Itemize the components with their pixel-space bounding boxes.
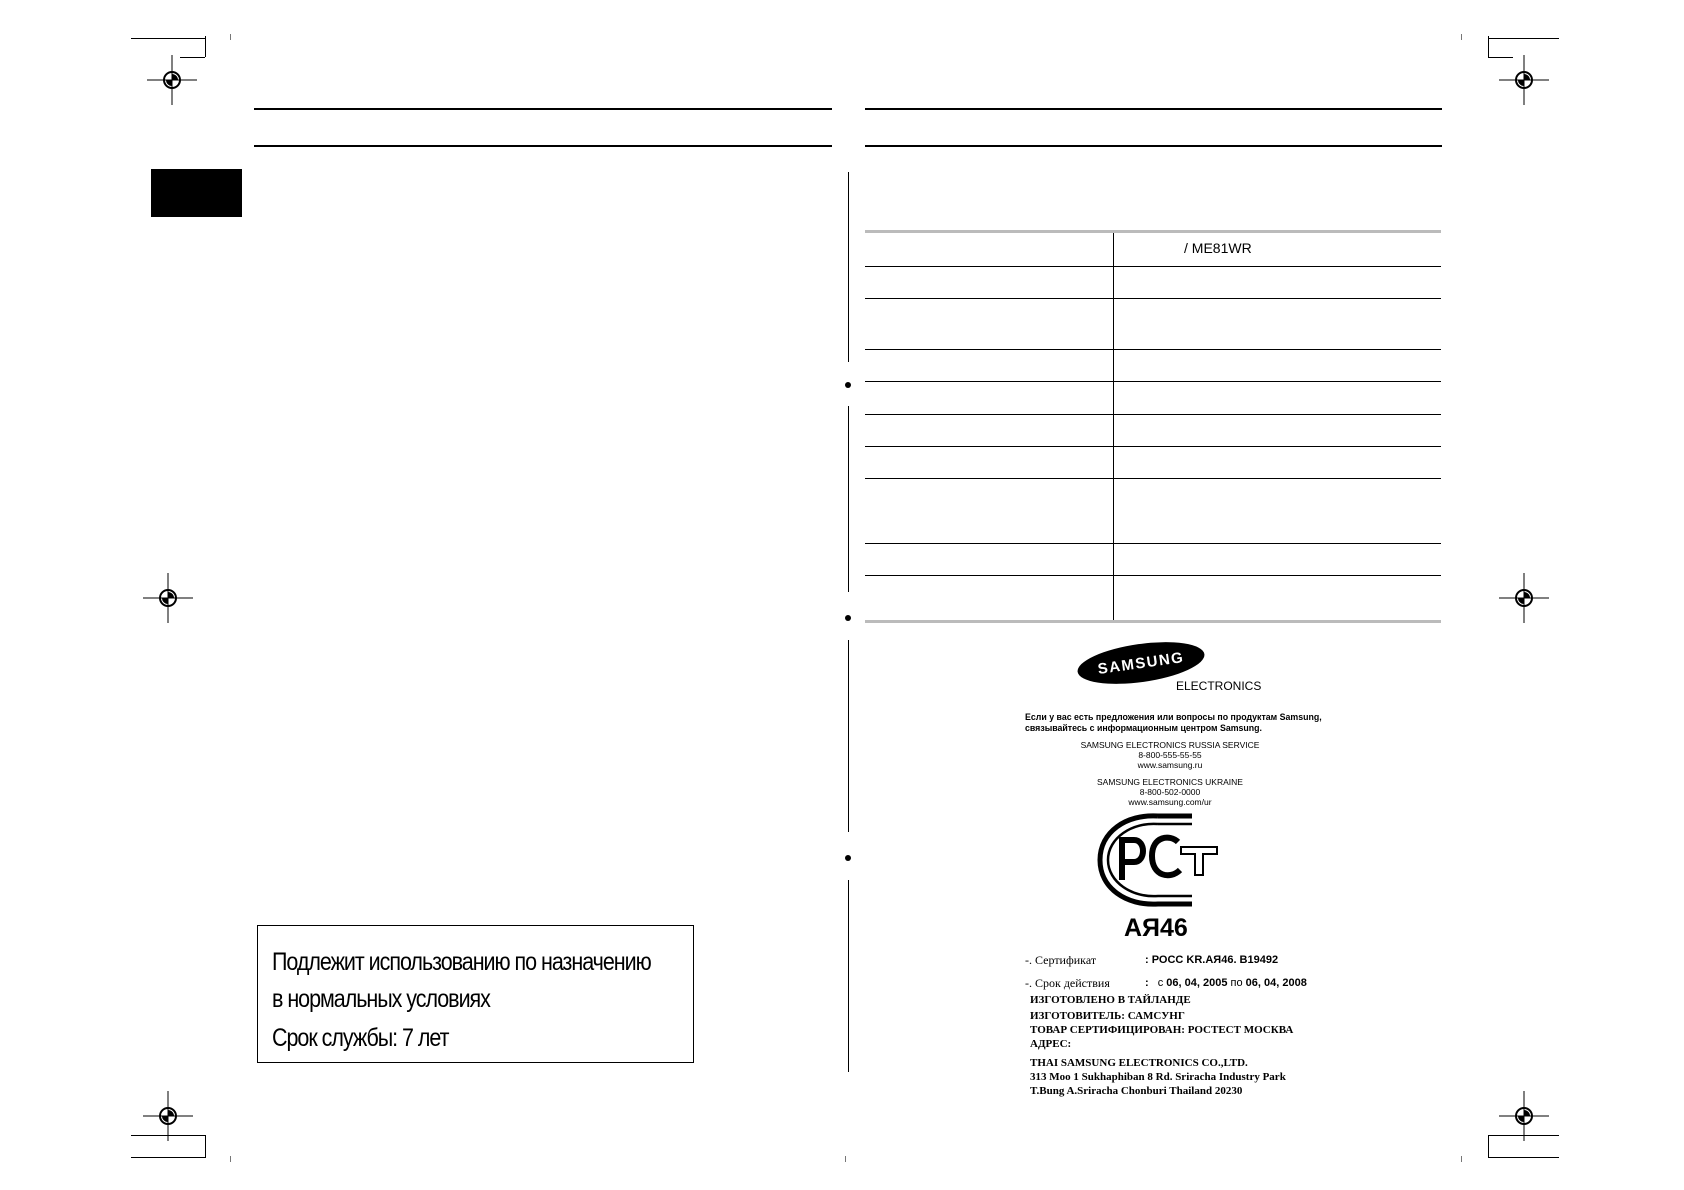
crosshair-target-icon — [147, 55, 197, 105]
address-line-1: 313 Moo 1 Sukhaphiban 8 Rd. Sriracha Industry Park — [1030, 1071, 1286, 1083]
crop-mark — [131, 1157, 205, 1158]
crop-mark — [1488, 38, 1559, 39]
crop-mark — [1488, 36, 1489, 57]
trim-tick — [230, 34, 231, 40]
fold-line — [848, 880, 849, 1072]
crop-mark — [1488, 1157, 1559, 1158]
language-tab — [151, 169, 242, 217]
russia-service-name: SAMSUNG ELECTRONICS RUSSIA SERVICE — [1080, 740, 1260, 750]
crop-mark — [1488, 1135, 1489, 1158]
crosshair-target-icon — [1499, 1091, 1549, 1141]
made-in: ИЗГОТОВЛЕНО В ТАЙЛАНДЕ — [1030, 994, 1191, 1006]
service-life-notice — [257, 925, 694, 1063]
contact-intro-line2: связывайтесь с информационным центром Samsung. — [1025, 723, 1263, 733]
fold-dot — [845, 382, 851, 388]
ukraine-service-name: SAMSUNG ELECTRONICS UKRAINE — [1097, 777, 1243, 787]
fold-line — [848, 406, 849, 592]
manufacturer-name: ИЗГОТОВИТЕЛЬ: САМСУНГ — [1030, 1010, 1185, 1022]
certified-by: ТОВАР СЕРТИФИЦИРОВАН: РОСТЕСТ МОСКВА — [1030, 1024, 1294, 1036]
russia-service-phone: 8-800-555-55-55 — [1138, 750, 1202, 760]
validity-to-prefix: по — [1230, 977, 1243, 989]
header-rule-bottom-left — [254, 145, 832, 147]
crosshair-target-icon — [1499, 573, 1549, 623]
certificate-number: : РОСС KR.АЯ46. B19492 — [1145, 954, 1279, 966]
spec-row — [865, 299, 1441, 350]
address-line-2: T.Bung A.Sriracha Chonburi Thailand 20230 — [1030, 1085, 1243, 1097]
trim-tick — [845, 1156, 846, 1162]
notice-line-3: Срок службы: 7 лет — [272, 1024, 449, 1052]
validity-period — [1145, 977, 1307, 989]
fold-dot — [845, 615, 851, 621]
validity-label: -. Срок действия — [1025, 976, 1110, 990]
address-label: АДРЕС: — [1030, 1038, 1072, 1050]
validity-colon: : — [1145, 977, 1149, 989]
spec-row — [865, 382, 1441, 415]
trim-tick — [230, 1156, 231, 1162]
russia-service-web[interactable]: www.samsung.ru — [1137, 760, 1203, 770]
spec-row — [865, 479, 1441, 544]
notice-line-2: в нормальных условиях — [272, 985, 490, 1013]
fold-dot — [845, 855, 851, 861]
spec-row — [865, 233, 1441, 267]
spec-row — [865, 415, 1441, 447]
validity-from-prefix: с — [1157, 977, 1164, 989]
spec-row — [865, 544, 1441, 576]
spec-table — [865, 230, 1441, 623]
samsung-logo-text: SAMSUNG — [1096, 649, 1186, 678]
ukraine-service-web[interactable]: www.samsung.com/ur — [1128, 797, 1212, 807]
validity-to-date: 06, 04, 2008 — [1245, 977, 1307, 989]
samsung-subtitle: ELECTRONICS — [1176, 679, 1262, 693]
validity-from-date: 06, 04, 2005 — [1166, 977, 1228, 989]
pct-certification-icon — [1096, 810, 1226, 910]
ukraine-service-phone: 8-800-502-0000 — [1139, 787, 1201, 797]
certificate-label: -. Сертификат — [1025, 953, 1097, 967]
crop-mark — [205, 36, 206, 57]
spec-row — [865, 447, 1441, 479]
fold-line — [848, 640, 849, 832]
crop-mark — [131, 38, 205, 39]
spec-row — [865, 350, 1441, 382]
company-name: THAI SAMSUNG ELECTRONICS CO.,LTD. — [1030, 1057, 1248, 1069]
crosshair-target-icon — [1499, 55, 1549, 105]
header-rule-top-right — [865, 108, 1442, 110]
fold-line — [848, 172, 849, 362]
spec-row — [865, 267, 1441, 299]
spec-row — [865, 576, 1441, 623]
crosshair-target-icon — [143, 573, 193, 623]
spec-model-value: / ME81WR — [1184, 240, 1252, 256]
notice-line-1: Подлежит использованию по назначению — [272, 948, 651, 976]
header-rule-bottom-right — [865, 145, 1442, 147]
trim-tick — [1461, 1156, 1462, 1162]
contact-intro-line1: Если у вас есть предложения или вопросы по продуктам Samsung, — [1025, 712, 1322, 722]
certification-code: АЯ46 — [1124, 914, 1188, 942]
crop-mark — [205, 1135, 206, 1158]
trim-tick — [1461, 34, 1462, 40]
crosshair-target-icon — [143, 1091, 193, 1141]
header-rule-top-left — [254, 108, 832, 110]
